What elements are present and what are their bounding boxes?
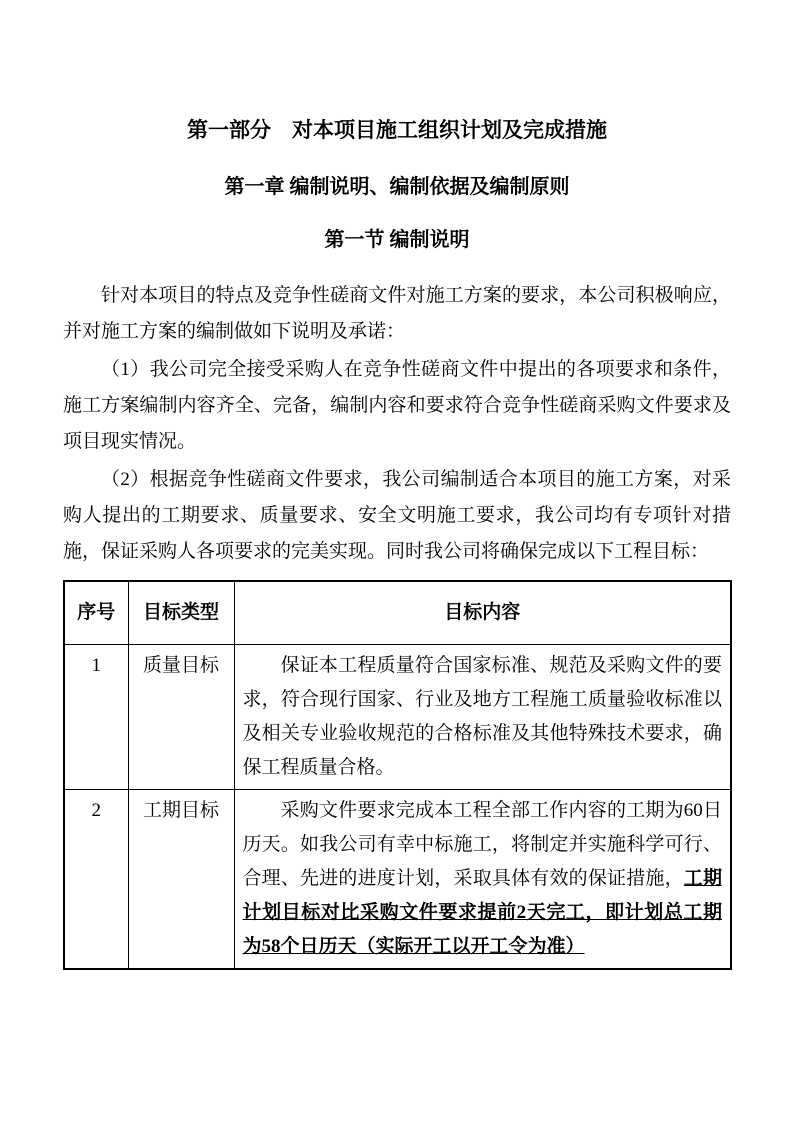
quality-goal-content-text: 保证本工程质量符合国家标准、规范及采购文件的要求，符合现行国家、行业及地方工程施工质量验收标准以及相关专业验收规范的合格标准及其他特殊技术要求，确保工程质量合格。 <box>242 654 722 778</box>
schedule-goal-content-emphasis: 工期计划目标对比采购文件要求提前2天完工，即计划总工期为58个日历天（实际开工以开工令为准） <box>242 867 722 957</box>
quality-goal-type: 质量目标 <box>128 644 234 789</box>
schedule-goal-number: 2 <box>64 789 128 969</box>
quality-goal-number: 1 <box>64 644 128 789</box>
schedule-goal-type: 工期目标 <box>128 789 234 969</box>
header-cell-goal-type: 目标类型 <box>128 581 234 644</box>
goals-table-header-row <box>64 581 731 644</box>
paragraph-commitment-2: （2）根据竞争性磋商文件要求，我公司编制适合本项目的施工方案，对采购人提出的工期要求、质量要求、安全文明施工要求，我公司均有专项针对措施，保证采购人各项要求的完美实现。同时我公司将确保完成以下工程目标： <box>63 469 731 562</box>
header-cell-goal-content: 目标内容 <box>234 581 731 644</box>
header-cell-number: 序号 <box>64 581 128 644</box>
body-text-block <box>63 278 731 570</box>
table-row-schedule-goal <box>64 789 731 969</box>
schedule-goal-content-text: 采购文件要求完成本工程全部工作内容的工期为60日历天。如我公司有幸中标施工，将制定并实施科学可行、合理、先进的进度计划，采取具体有效的保证措施， <box>242 799 722 889</box>
table-row-quality-goal <box>64 644 731 789</box>
schedule-goal-content <box>234 789 731 969</box>
paragraph-commitment-1: （1）我公司完全接受采购人在竞争性磋商文件中提出的各项要求和条件，施工方案编制内容齐全、完备，编制内容和要求符合竞争性磋商采购文件要求及项目现实情况。 <box>63 359 731 452</box>
heading-section-title: 第一节 编制说明 <box>324 229 470 251</box>
quality-goal-content <box>234 644 731 789</box>
heading-part-title: 第一部分 对本项目施工组织计划及完成措施 <box>187 118 607 142</box>
goals-table <box>63 580 732 970</box>
heading-chapter-title: 第一章 编制说明、编制依据及编制原则 <box>224 176 570 198</box>
paragraph-intro: 针对本项目的特点及竞争性磋商文件对施工方案的要求，本公司积极响应，并对施工方案的编制做如下说明及承诺： <box>63 285 731 342</box>
